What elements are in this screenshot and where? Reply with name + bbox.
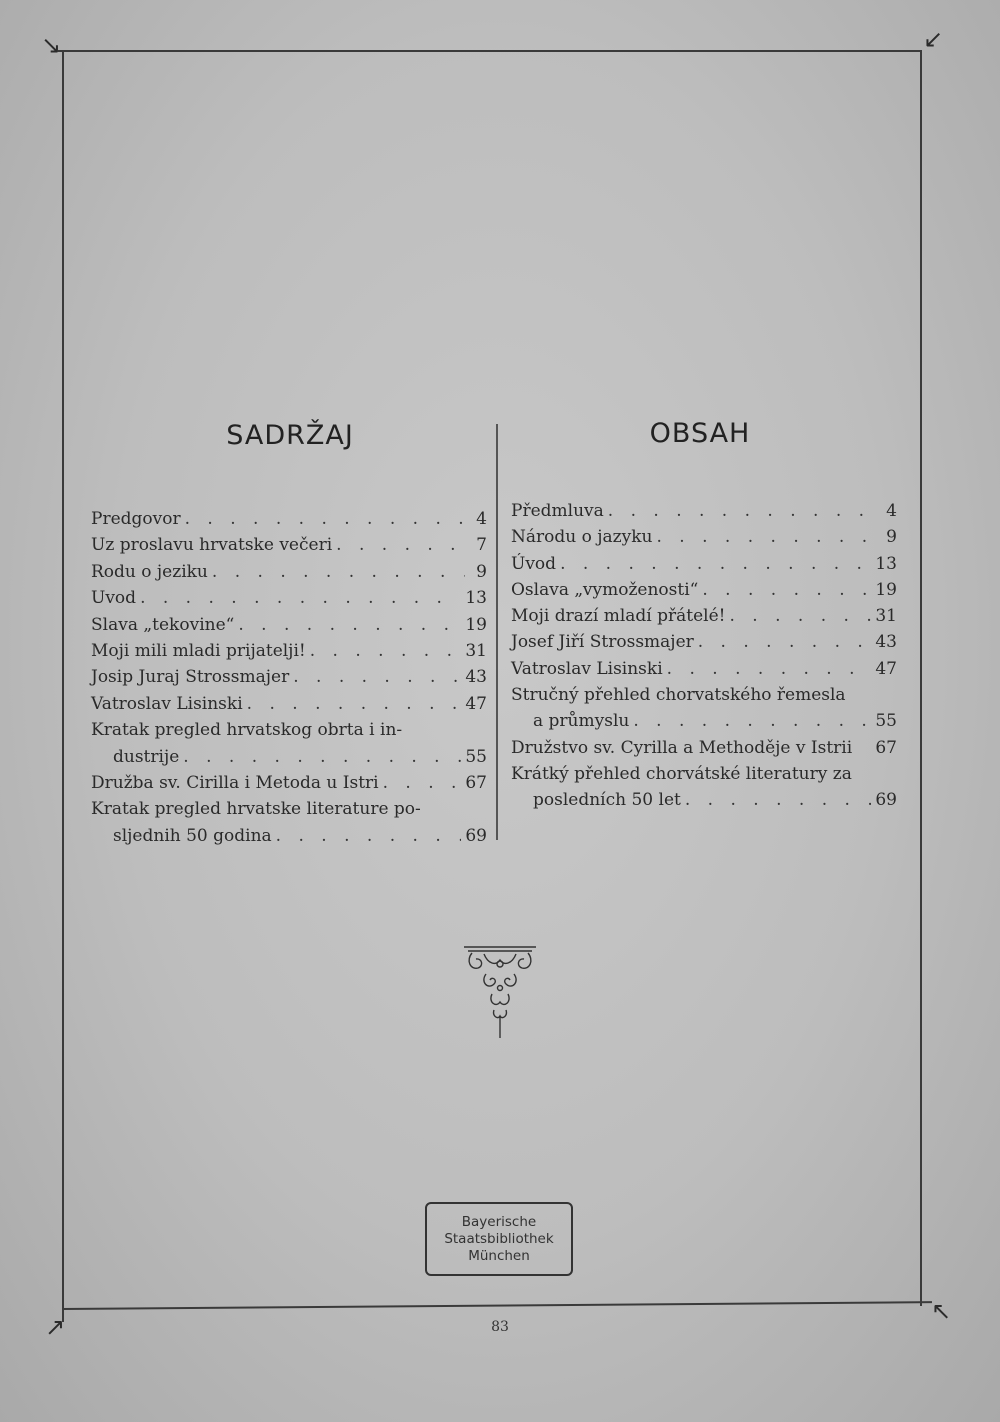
arrow-corner-icon: ↘ (40, 31, 62, 59)
toc-entry: Národu o jazyku . . . 9 (511, 524, 897, 550)
frame-left-line (62, 50, 64, 1322)
toc-entry: Vatroslav Lisinski . . . 47 (91, 691, 487, 717)
toc-entry: Josip Juraj Strossmajer . . . 43 (91, 664, 487, 690)
toc-entry: Moji mili mladi prijatelji! . . . 31 (91, 638, 487, 664)
toc-entry: Stručný přehled chorvatského řemesla (511, 685, 846, 706)
left-toc-list (91, 506, 487, 849)
toc-entry-continuation: posledních 50 let . . . 69 (511, 787, 897, 813)
arrow-corner-icon: ↗ (44, 1313, 66, 1341)
toc-entry: Krátký přehled chorvátské literatury za (511, 763, 852, 784)
frame-bottom-line (62, 1301, 932, 1309)
toc-entry: Vatroslav Lisinski . . . 47 (511, 656, 897, 682)
toc-entry: Uvod . . . 13 (91, 585, 487, 611)
stamp-line: Staatsbibliothek (444, 1231, 554, 1247)
toc-entry: Družstvo sv. Cyrilla a Methoděje v Istrii 67 (511, 737, 897, 758)
stamp-line: München (468, 1248, 530, 1264)
library-stamp (425, 1202, 573, 1276)
toc-entry: Slava „tekovine“ . . . 19 (91, 612, 487, 638)
toc-entry: Předmluva . . . 4 (511, 498, 897, 524)
toc-entry-continuation: sljednih 50 godina . . . 69 (91, 823, 487, 849)
left-column-title: SADRŽAJ (226, 420, 354, 451)
toc-entry: Uz proslavu hrvatske večeri . . . 7 (91, 532, 487, 558)
ornament-icon (462, 944, 538, 1040)
toc-entry: Josef Jiří Strossmajer . . . 43 (511, 629, 897, 655)
toc-entry: Kratak pregled hrvatskog obrta i in- (91, 720, 403, 741)
arrow-corner-icon: ↙ (922, 25, 944, 53)
toc-entry: Rodu o jeziku . . . 9 (91, 559, 487, 585)
toc-entry: Úvod . . . 13 (511, 551, 897, 577)
toc-entry-continuation: dustrije . . . 55 (91, 744, 487, 770)
frame-top-line (58, 50, 922, 52)
toc-entry: Kratak pregled hrvatske literature po- (91, 799, 421, 820)
toc-entry: Predgovor . . . 4 (91, 506, 487, 532)
arrow-corner-icon: ↖ (930, 1297, 952, 1325)
column-divider (496, 424, 498, 840)
right-column-title: OBSAH (649, 418, 751, 449)
toc-entry: Oslava „vymoženosti“ . . . 19 (511, 577, 897, 603)
right-toc-list (511, 498, 897, 814)
toc-entry: Družba sv. Cirilla i Metoda u Istri . . . 67 (91, 770, 487, 796)
frame-right-line (920, 50, 922, 1306)
toc-entry-continuation: a průmyslu . . . 55 (511, 708, 897, 734)
page-number: 83 (491, 1319, 509, 1335)
stamp-line: Bayerische (461, 1214, 537, 1230)
toc-entry: Moji drazí mladí přátelé! . . . 31 (511, 603, 897, 629)
